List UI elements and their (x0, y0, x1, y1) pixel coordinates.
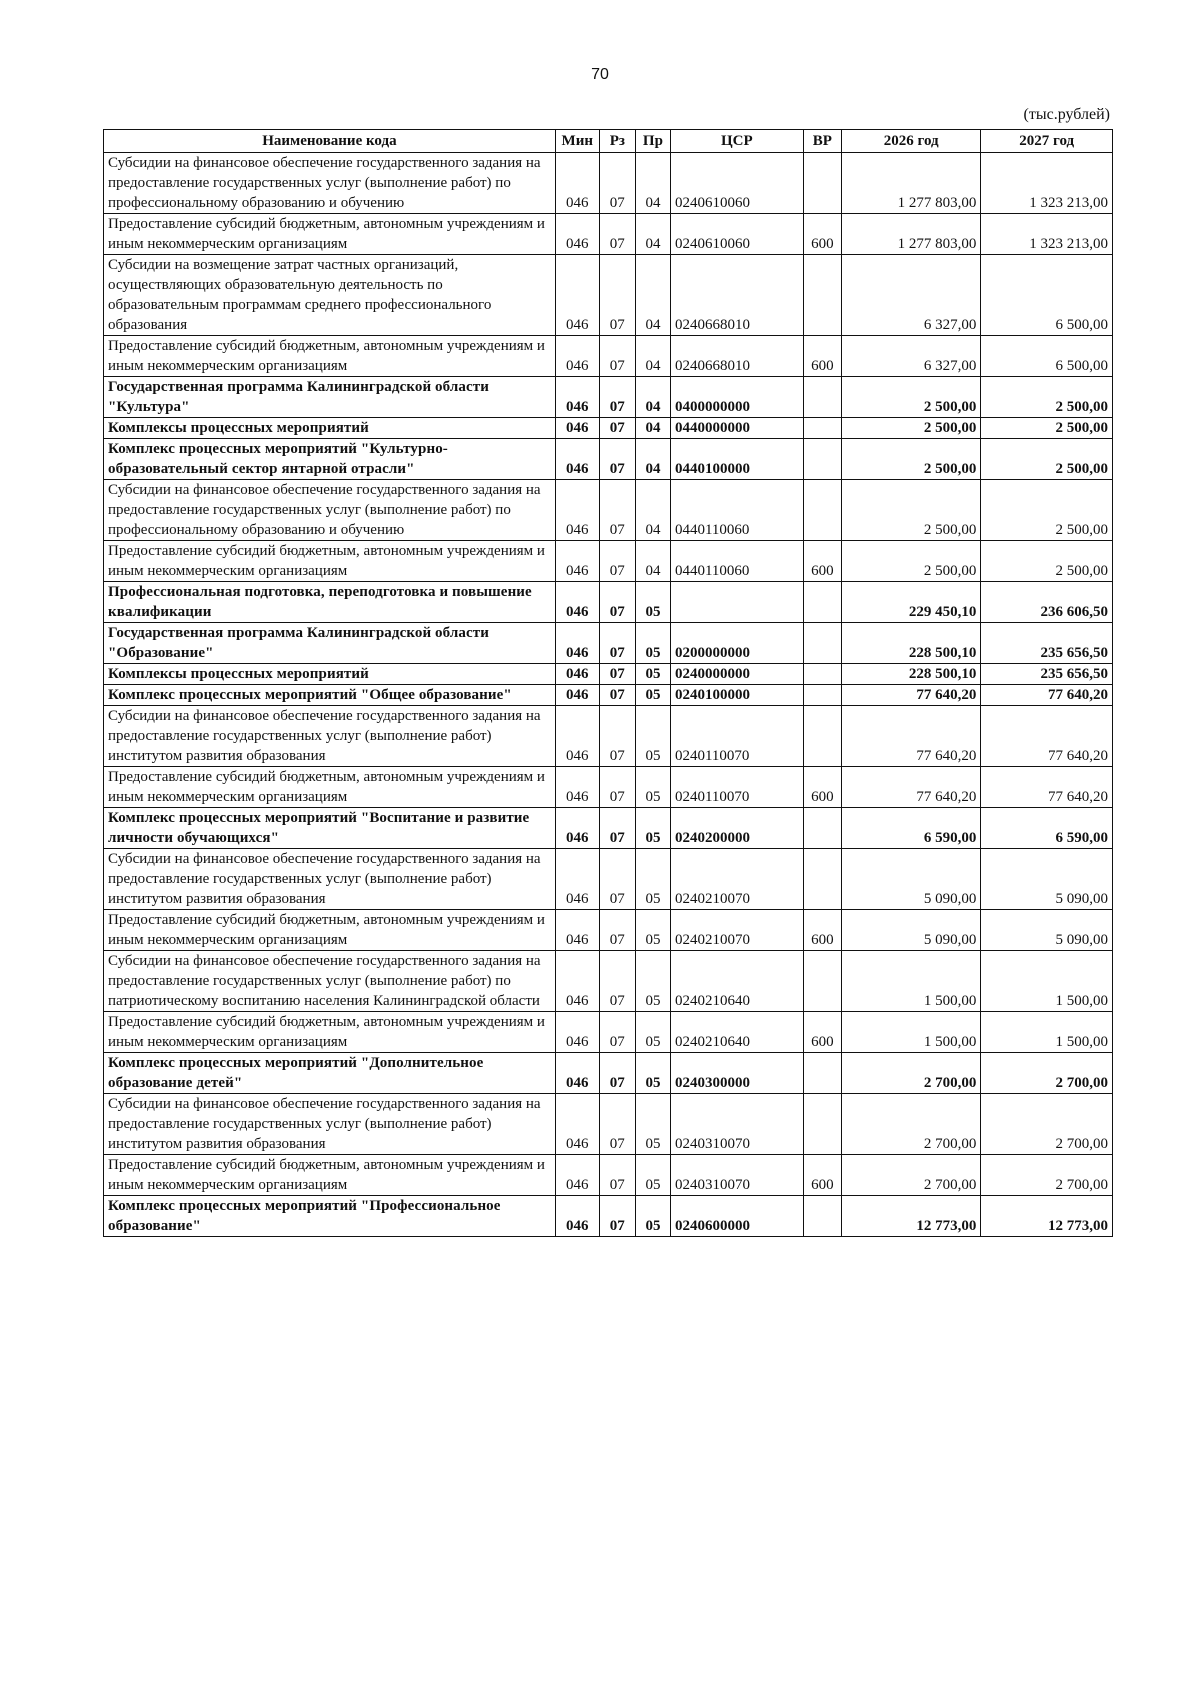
cell-vr (803, 153, 841, 214)
cell-vr (803, 808, 841, 849)
cell-name: Комплексы процессных мероприятий (104, 418, 556, 439)
cell-rz: 07 (599, 623, 635, 664)
cell-pr: 05 (635, 1155, 670, 1196)
cell-pr: 05 (635, 706, 670, 767)
table-header-row (104, 130, 1113, 153)
cell-vr: 600 (803, 336, 841, 377)
cell-name: Профессиональная подготовка, переподготовка и повышение квалификации (104, 582, 556, 623)
cell-vr (803, 664, 841, 685)
cell-csr: 0240110070 (670, 706, 803, 767)
column-header-pr: Пр (635, 130, 670, 153)
cell-min: 046 (555, 910, 599, 951)
cell-2027: 12 773,00 (981, 1196, 1113, 1237)
cell-name: Предоставление субсидий бюджетным, автономным учреждениям и иным некоммерческим организациям (104, 214, 556, 255)
table-row (104, 706, 1113, 767)
cell-2026: 2 500,00 (842, 418, 981, 439)
cell-2027: 235 656,50 (981, 664, 1113, 685)
cell-name: Субсидии на финансовое обеспечение государственного задания на предоставление государственных услуг (выполнение работ) институтом развития образования (104, 849, 556, 910)
cell-vr (803, 706, 841, 767)
cell-vr (803, 1053, 841, 1094)
cell-csr: 0240210640 (670, 1012, 803, 1053)
cell-name: Предоставление субсидий бюджетным, автономным учреждениям и иным некоммерческим организациям (104, 336, 556, 377)
cell-2027: 6 500,00 (981, 336, 1113, 377)
cell-csr: 0240000000 (670, 664, 803, 685)
cell-csr (670, 582, 803, 623)
cell-rz: 07 (599, 418, 635, 439)
cell-rz: 07 (599, 664, 635, 685)
cell-2027: 2 500,00 (981, 541, 1113, 582)
cell-pr: 05 (635, 1053, 670, 1094)
cell-name: Предоставление субсидий бюджетным, автономным учреждениям и иным некоммерческим организациям (104, 910, 556, 951)
cell-2026: 1 500,00 (842, 951, 981, 1012)
cell-min: 046 (555, 418, 599, 439)
cell-min: 046 (555, 541, 599, 582)
cell-name: Предоставление субсидий бюджетным, автономным учреждениям и иным некоммерческим организациям (104, 1012, 556, 1053)
cell-2027: 1 323 213,00 (981, 153, 1113, 214)
cell-name: Предоставление субсидий бюджетным, автономным учреждениям и иным некоммерческим организациям (104, 541, 556, 582)
table-row (104, 623, 1113, 664)
cell-2026: 2 500,00 (842, 541, 981, 582)
table-row (104, 910, 1113, 951)
cell-rz: 07 (599, 1094, 635, 1155)
column-header-name: Наименование кода (104, 130, 556, 153)
cell-pr: 04 (635, 153, 670, 214)
cell-pr: 04 (635, 418, 670, 439)
column-header-2026: 2026 год (842, 130, 981, 153)
cell-rz: 07 (599, 439, 635, 480)
cell-pr: 05 (635, 808, 670, 849)
cell-vr (803, 623, 841, 664)
cell-pr: 05 (635, 910, 670, 951)
cell-2027: 77 640,20 (981, 706, 1113, 767)
cell-name: Государственная программа Калининградской области "Образование" (104, 623, 556, 664)
cell-pr: 05 (635, 664, 670, 685)
table-row (104, 439, 1113, 480)
cell-2027: 2 500,00 (981, 377, 1113, 418)
cell-csr: 0440000000 (670, 418, 803, 439)
cell-rz: 07 (599, 255, 635, 336)
cell-csr: 0240668010 (670, 255, 803, 336)
cell-2027: 6 590,00 (981, 808, 1113, 849)
cell-2027: 236 606,50 (981, 582, 1113, 623)
column-header-min: Мин (555, 130, 599, 153)
table-row (104, 377, 1113, 418)
cell-min: 046 (555, 1196, 599, 1237)
table-row (104, 582, 1113, 623)
cell-csr: 0240300000 (670, 1053, 803, 1094)
cell-2026: 2 700,00 (842, 1155, 981, 1196)
cell-2027: 1 500,00 (981, 951, 1113, 1012)
cell-min: 046 (555, 1155, 599, 1196)
cell-pr: 04 (635, 439, 670, 480)
cell-vr: 600 (803, 214, 841, 255)
cell-min: 046 (555, 336, 599, 377)
cell-2027: 77 640,20 (981, 767, 1113, 808)
cell-name: Субсидии на возмещение затрат частных организаций, осуществляющих образовательную деятельность по образовательным программам среднего профессионального образования (104, 255, 556, 336)
cell-2026: 6 327,00 (842, 255, 981, 336)
cell-min: 046 (555, 808, 599, 849)
cell-rz: 07 (599, 767, 635, 808)
cell-csr: 0240310070 (670, 1094, 803, 1155)
cell-2027: 235 656,50 (981, 623, 1113, 664)
cell-min: 046 (555, 1053, 599, 1094)
table-row (104, 1094, 1113, 1155)
column-header-csr: ЦСР (670, 130, 803, 153)
units-label: (тыс.рублей) (1023, 106, 1110, 123)
cell-csr: 0400000000 (670, 377, 803, 418)
cell-2027: 2 500,00 (981, 418, 1113, 439)
cell-vr (803, 1094, 841, 1155)
table-row (104, 685, 1113, 706)
cell-name: Субсидии на финансовое обеспечение государственного задания на предоставление государственных услуг (выполнение работ) институтом развития образования (104, 706, 556, 767)
cell-2026: 1 500,00 (842, 1012, 981, 1053)
table-row (104, 541, 1113, 582)
cell-2027: 2 700,00 (981, 1155, 1113, 1196)
cell-vr (803, 439, 841, 480)
cell-2027: 1 500,00 (981, 1012, 1113, 1053)
cell-2027: 77 640,20 (981, 685, 1113, 706)
cell-min: 046 (555, 153, 599, 214)
cell-2027: 1 323 213,00 (981, 214, 1113, 255)
cell-vr (803, 849, 841, 910)
cell-pr: 05 (635, 951, 670, 1012)
cell-rz: 07 (599, 685, 635, 706)
cell-name: Субсидии на финансовое обеспечение государственного задания на предоставление государственных услуг (выполнение работ) по патриотическому воспитанию населения Калининградской области (104, 951, 556, 1012)
cell-name: Комплекс процессных мероприятий "Культурно-образовательный сектор янтарной отрасли" (104, 439, 556, 480)
cell-csr: 0240310070 (670, 1155, 803, 1196)
cell-csr: 0240210070 (670, 849, 803, 910)
table-row (104, 1012, 1113, 1053)
table-row (104, 664, 1113, 685)
cell-pr: 05 (635, 1196, 670, 1237)
table-row (104, 214, 1113, 255)
cell-pr: 05 (635, 1094, 670, 1155)
column-header-rz: Рз (599, 130, 635, 153)
cell-name: Предоставление субсидий бюджетным, автономным учреждениям и иным некоммерческим организациям (104, 767, 556, 808)
cell-rz: 07 (599, 153, 635, 214)
table-row (104, 951, 1113, 1012)
cell-rz: 07 (599, 1155, 635, 1196)
cell-vr (803, 480, 841, 541)
cell-csr: 0240210640 (670, 951, 803, 1012)
cell-csr: 0440110060 (670, 480, 803, 541)
cell-name: Комплекс процессных мероприятий "Воспитание и развитие личности обучающихся" (104, 808, 556, 849)
cell-2026: 77 640,20 (842, 706, 981, 767)
cell-pr: 04 (635, 480, 670, 541)
table-body (104, 153, 1113, 1237)
cell-csr: 0240200000 (670, 808, 803, 849)
column-header-vr: ВР (803, 130, 841, 153)
cell-min: 046 (555, 685, 599, 706)
cell-rz: 07 (599, 1053, 635, 1094)
cell-name: Субсидии на финансовое обеспечение государственного задания на предоставление государственных услуг (выполнение работ) по профессиональному образованию и обучению (104, 480, 556, 541)
cell-2026: 2 700,00 (842, 1094, 981, 1155)
table-row (104, 808, 1113, 849)
cell-min: 046 (555, 951, 599, 1012)
cell-2026: 1 277 803,00 (842, 214, 981, 255)
cell-min: 046 (555, 767, 599, 808)
cell-rz: 07 (599, 951, 635, 1012)
cell-name: Предоставление субсидий бюджетным, автономным учреждениям и иным некоммерческим организациям (104, 1155, 556, 1196)
cell-2026: 2 500,00 (842, 480, 981, 541)
cell-pr: 05 (635, 1012, 670, 1053)
cell-rz: 07 (599, 1196, 635, 1237)
cell-min: 046 (555, 214, 599, 255)
cell-vr (803, 418, 841, 439)
cell-vr (803, 1196, 841, 1237)
cell-name: Субсидии на финансовое обеспечение государственного задания на предоставление государственных услуг (выполнение работ) институтом развития образования (104, 1094, 556, 1155)
cell-rz: 07 (599, 480, 635, 541)
cell-rz: 07 (599, 541, 635, 582)
column-header-2027: 2027 год (981, 130, 1113, 153)
table-row (104, 1155, 1113, 1196)
cell-2026: 77 640,20 (842, 685, 981, 706)
cell-2027: 2 700,00 (981, 1053, 1113, 1094)
cell-csr: 0240610060 (670, 153, 803, 214)
cell-vr (803, 951, 841, 1012)
cell-2027: 6 500,00 (981, 255, 1113, 336)
cell-name: Субсидии на финансовое обеспечение государственного задания на предоставление государственных услуг (выполнение работ) по профессиональному образованию и обучению (104, 153, 556, 214)
cell-2027: 5 090,00 (981, 849, 1113, 910)
cell-csr: 0440100000 (670, 439, 803, 480)
cell-vr (803, 255, 841, 336)
cell-2027: 2 700,00 (981, 1094, 1113, 1155)
cell-min: 046 (555, 377, 599, 418)
cell-rz: 07 (599, 910, 635, 951)
cell-pr: 04 (635, 377, 670, 418)
cell-vr (803, 377, 841, 418)
cell-2026: 5 090,00 (842, 849, 981, 910)
table-row (104, 418, 1113, 439)
cell-name: Комплекс процессных мероприятий "Дополнительное образование детей" (104, 1053, 556, 1094)
budget-table (103, 129, 1113, 1237)
cell-csr: 0440110060 (670, 541, 803, 582)
cell-name: Комплексы процессных мероприятий (104, 664, 556, 685)
cell-pr: 04 (635, 336, 670, 377)
cell-2027: 2 500,00 (981, 439, 1113, 480)
cell-2026: 1 277 803,00 (842, 153, 981, 214)
cell-2026: 2 500,00 (842, 439, 981, 480)
cell-csr: 0200000000 (670, 623, 803, 664)
table-row (104, 480, 1113, 541)
cell-2026: 6 590,00 (842, 808, 981, 849)
cell-csr: 0240610060 (670, 214, 803, 255)
cell-pr: 05 (635, 849, 670, 910)
cell-min: 046 (555, 623, 599, 664)
cell-csr: 0240668010 (670, 336, 803, 377)
cell-2026: 228 500,10 (842, 623, 981, 664)
cell-rz: 07 (599, 377, 635, 418)
cell-2026: 229 450,10 (842, 582, 981, 623)
cell-vr (803, 685, 841, 706)
cell-2026: 2 700,00 (842, 1053, 981, 1094)
cell-pr: 04 (635, 541, 670, 582)
cell-2027: 5 090,00 (981, 910, 1113, 951)
table-row (104, 1196, 1113, 1237)
cell-csr: 0240600000 (670, 1196, 803, 1237)
cell-vr: 600 (803, 1012, 841, 1053)
cell-vr: 600 (803, 541, 841, 582)
cell-rz: 07 (599, 336, 635, 377)
table-row (104, 336, 1113, 377)
cell-pr: 05 (635, 767, 670, 808)
cell-vr: 600 (803, 767, 841, 808)
cell-pr: 04 (635, 214, 670, 255)
table-row (104, 153, 1113, 214)
cell-pr: 05 (635, 582, 670, 623)
table-row (104, 767, 1113, 808)
cell-rz: 07 (599, 214, 635, 255)
cell-min: 046 (555, 1094, 599, 1155)
cell-min: 046 (555, 582, 599, 623)
cell-rz: 07 (599, 1012, 635, 1053)
cell-vr: 600 (803, 910, 841, 951)
cell-csr: 0240100000 (670, 685, 803, 706)
cell-2026: 77 640,20 (842, 767, 981, 808)
cell-2026: 6 327,00 (842, 336, 981, 377)
cell-2026: 228 500,10 (842, 664, 981, 685)
cell-csr: 0240210070 (670, 910, 803, 951)
cell-min: 046 (555, 664, 599, 685)
cell-name: Комплекс процессных мероприятий "Профессиональное образование" (104, 1196, 556, 1237)
cell-min: 046 (555, 849, 599, 910)
page-number: 70 (591, 66, 609, 83)
cell-vr: 600 (803, 1155, 841, 1196)
cell-min: 046 (555, 1012, 599, 1053)
table-row (104, 849, 1113, 910)
cell-vr (803, 582, 841, 623)
cell-2026: 2 500,00 (842, 377, 981, 418)
cell-rz: 07 (599, 849, 635, 910)
cell-2026: 5 090,00 (842, 910, 981, 951)
cell-csr: 0240110070 (670, 767, 803, 808)
cell-pr: 04 (635, 255, 670, 336)
cell-rz: 07 (599, 808, 635, 849)
cell-pr: 05 (635, 623, 670, 664)
cell-min: 046 (555, 706, 599, 767)
cell-min: 046 (555, 439, 599, 480)
cell-rz: 07 (599, 582, 635, 623)
cell-name: Государственная программа Калининградской области "Культура" (104, 377, 556, 418)
cell-2027: 2 500,00 (981, 480, 1113, 541)
cell-min: 046 (555, 255, 599, 336)
table-row (104, 1053, 1113, 1094)
cell-min: 046 (555, 480, 599, 541)
table-row (104, 255, 1113, 336)
cell-2026: 12 773,00 (842, 1196, 981, 1237)
cell-name: Комплекс процессных мероприятий "Общее образование" (104, 685, 556, 706)
cell-pr: 05 (635, 685, 670, 706)
cell-rz: 07 (599, 706, 635, 767)
